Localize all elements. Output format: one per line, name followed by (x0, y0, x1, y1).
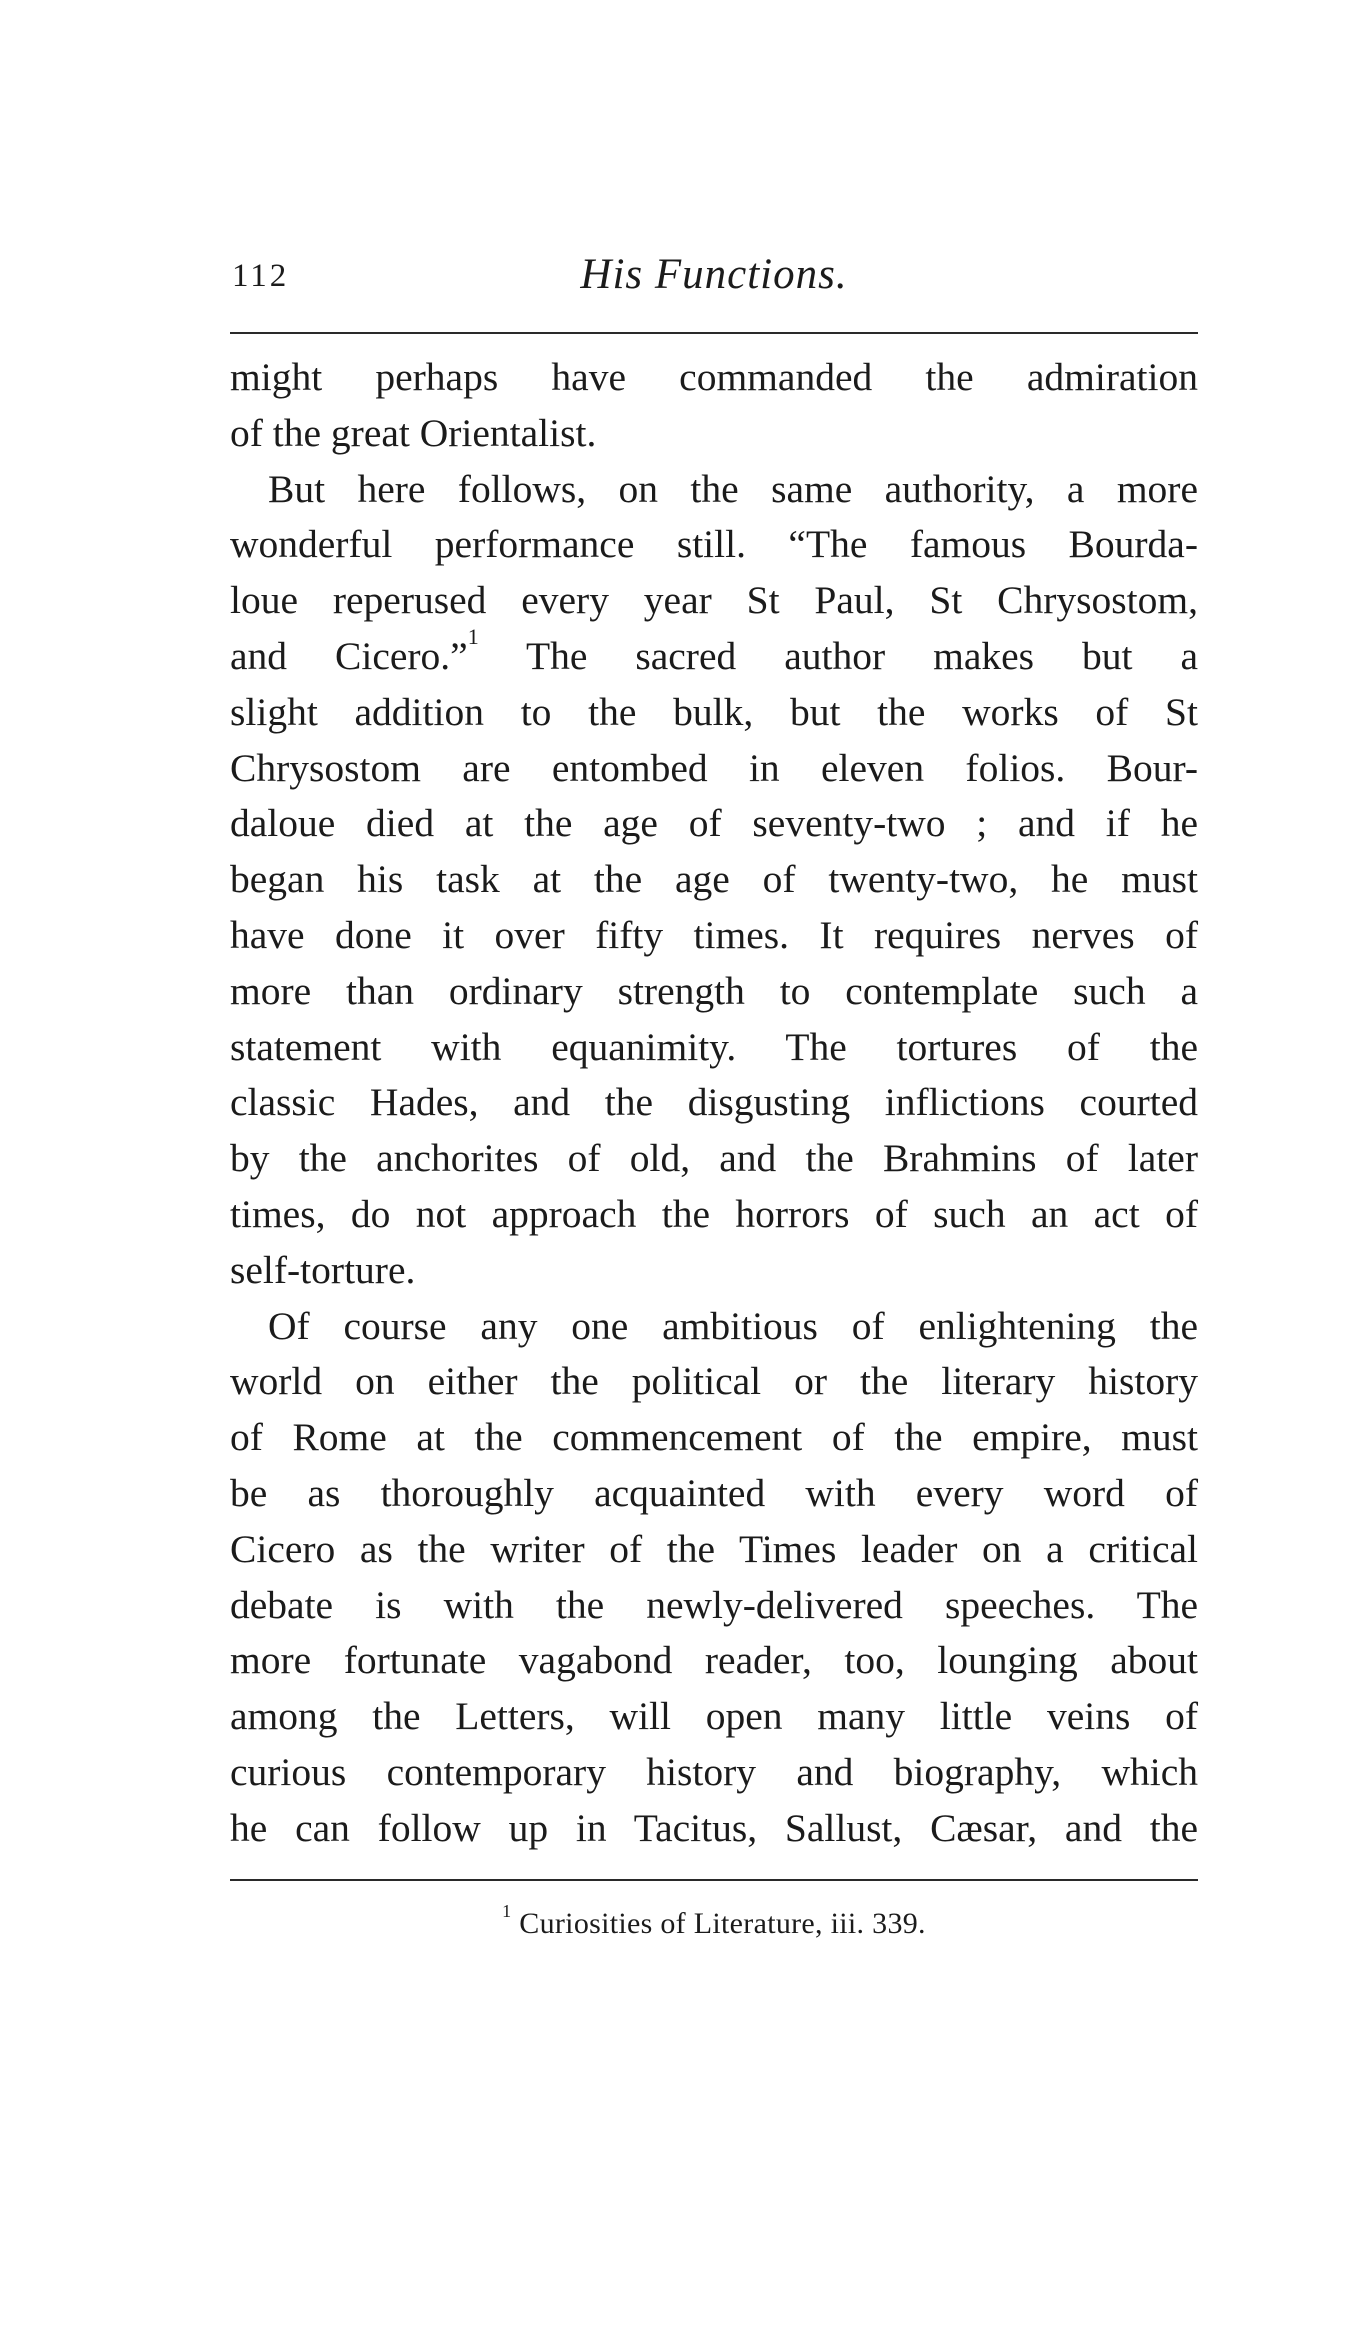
text-line: be as thoroughly acquainted with every word of (230, 1470, 1198, 1515)
text-line: self-torture. (230, 1247, 416, 1292)
text-line: Of course any one ambitious of enlightening the (268, 1303, 1198, 1348)
header-rule (230, 332, 1198, 334)
text-line: world on either the political or the literary history (230, 1359, 1198, 1404)
footnote-rule (230, 1879, 1198, 1881)
text-line: among the Letters, will open many little veins of (230, 1694, 1198, 1739)
paragraph-3 (230, 1299, 1198, 1857)
text-line: Chrysostom are entombed in eleven folios. Bour- (230, 745, 1198, 790)
running-head (230, 250, 1198, 314)
text-line: by the anchorites of old, and the Brahmins of later (230, 1136, 1198, 1181)
text-line: wonderful performance still. “The famous Bourda- (230, 522, 1198, 567)
book-page (230, 250, 1198, 1941)
text-line: more fortunate vagabond reader, too, lounging about (230, 1638, 1198, 1683)
text-line: times, do not approach the horrors of such an act of (230, 1191, 1198, 1236)
text-segment: and Cicero.” (230, 633, 468, 678)
text-line: statement with equanimity. The tortures of the (230, 1024, 1198, 1069)
text-segment: The sacred author makes but a (478, 633, 1198, 678)
paragraph-2 (230, 462, 1198, 1299)
text-line: But here follows, on the same authority, a more (268, 466, 1198, 511)
text-line: more than ordinary strength to contemplate such a (230, 968, 1198, 1013)
text-line: slight addition to the bulk, but the works of St (230, 689, 1198, 734)
text-line: loue reperused every year St Paul, St Chrysostom, (230, 578, 1198, 623)
text-line: he can follow up in Tacitus, Sallust, Cæsar, and the (230, 1805, 1198, 1850)
text-line: Cicero as the writer of the Times leader on a critical (230, 1526, 1198, 1571)
text-line (230, 623, 1198, 685)
text-line: classic Hades, and the disgusting inflictions courted (230, 1080, 1198, 1125)
text-line: might perhaps have commanded the admiration (230, 355, 1198, 399)
text-line: curious contemporary history and biography, which (230, 1749, 1198, 1794)
text-line: daloue died at the age of seventy-two ; and if he (230, 801, 1198, 846)
body-text (230, 350, 1198, 1857)
text-line: began his task at the age of twenty-two, he must (230, 857, 1198, 902)
text-line: debate is with the newly-delivered speeches. The (230, 1582, 1198, 1627)
text-line: have done it over fifty times. It requires nerves of (230, 912, 1198, 957)
paragraph-1 (230, 350, 1198, 462)
footnote-marker: 1 (502, 1900, 512, 1921)
text-line: of Rome at the commencement of the empire, must (230, 1415, 1198, 1460)
footnote (230, 1900, 1198, 1941)
footnote-text: Curiosities of Literature, iii. 339. (519, 1906, 926, 1940)
text-line: of the great Orientalist. (230, 410, 597, 455)
page-number: 112 (232, 258, 290, 294)
running-title: His Functions. (580, 251, 848, 298)
footnote-reference[interactable]: 1 (467, 623, 479, 649)
